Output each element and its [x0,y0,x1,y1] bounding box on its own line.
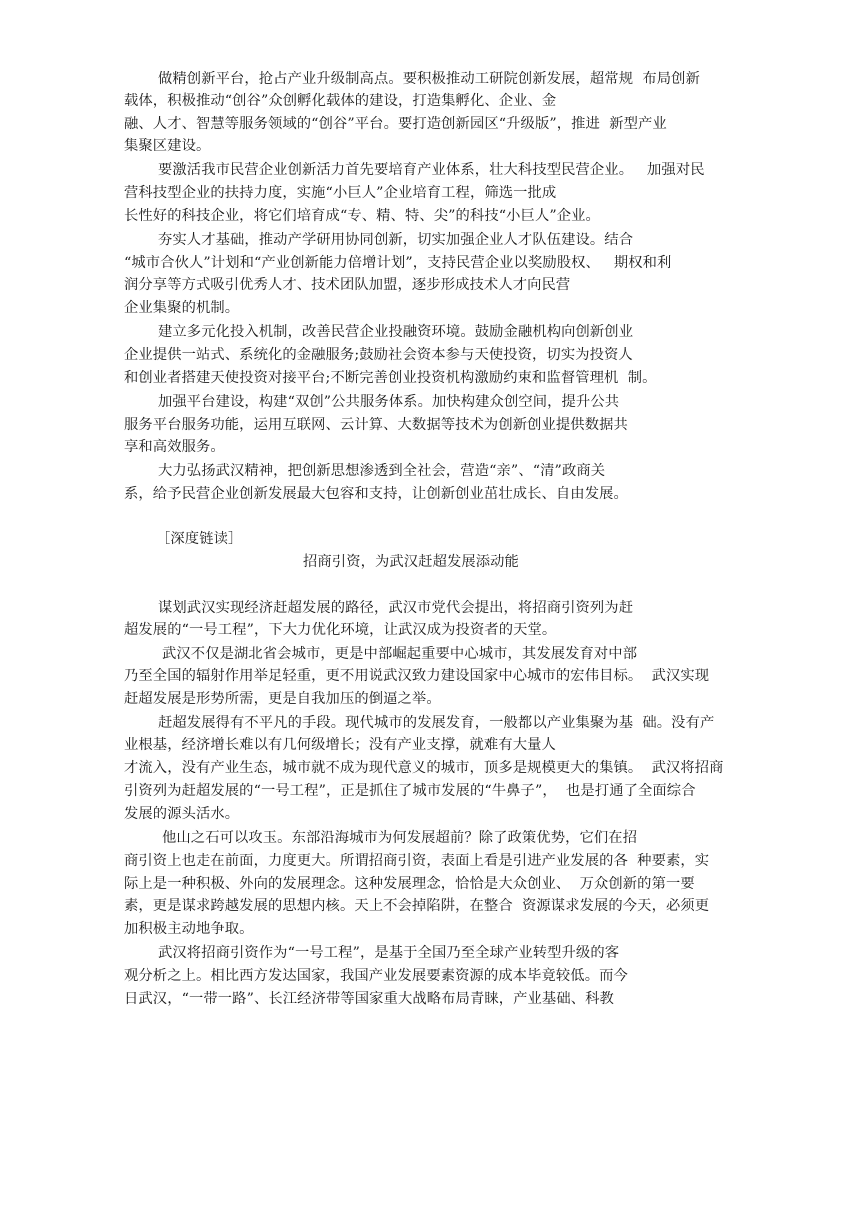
text-line: 超发展的“一号工程”，下大力优化环境，让武汉成为投资者的天堂。 [124,622,557,638]
text-line: 建立多元化投入机制，改善民营企业投融资环境。鼓励金融机构向创新创业 [158,324,634,340]
text-line: 观分析之上。相比西方发达国家，我国产业发展要素资源的成本毕竟较低。而今 [124,968,628,984]
text-line: 日武汉，“一带一路”、长江经济带等国家重大战略布局青睐，产业基础、科教 [124,991,614,1007]
text-line: 营科技型企业的扶持力度，实施“小巨人”企业培育工程，筛选一批成 [124,185,557,201]
text-line: 润分享等方式吸引优秀人才、技术团队加盟，逐步形成技术人才向民营 [124,277,571,293]
text-line: 长性好的科技企业，将它们培育成“专、精、特、尖”的科技“小巨人”企业。 [124,208,600,224]
text-line: 载体，积极推动“创谷”众创孵化载体的建设，打造集孵化、企业、金 [124,93,557,109]
text-line: 大力弘扬武汉精神，把创新思想渗透到全社会，营造“亲”、“清”政商关 [158,463,606,479]
text-line: 武汉将招商引资作为“一号工程”，是基于全国乃至全球产业转型升级的客 [158,945,620,961]
text-line: 做精创新平台，抢占产业升级制高点。要积极推动工研院创新发展，超常规 布局创新 [158,71,700,87]
text-line: 他山之石可以攻玉。东部沿海城市为何发展超前？除了政策优势，它们在招 [162,830,638,846]
section-title: 招商引资，为武汉赶超发展添动能 [303,554,519,570]
text-line: 和创业者搭建天使投资对接平台;不断完善创业投资机构激励约束和监督管理机 制。 [124,370,657,386]
text-line: 要激活我市民营企业创新活力首先要培育产业体系，壮大科技型民营企业。 加强对民 [158,162,705,178]
text-line: 商引资上也走在前面，力度更大。所谓招商引资，表面上看是引进产业发展的各 种要素，实 [124,853,710,869]
text-line: 际上是一种积极、外向的发展理念。这种发展理念，恰恰是大众创业、 万众创新的第一要 [124,876,695,892]
text-line: 才流入，没有产业生态，城市就不成为现代意义的城市，顶多是规模更大的集镇。 武汉将招商 [124,760,724,776]
text-line: 融、人才、智慧等服务领域的“创谷”平台。要打造创新园区“升级版”，推进 新型产业 [124,116,667,132]
text-line: 系，给予民营企业创新发展最大包容和支持，让创新创业茁壮成长、自由发展。 [124,486,628,502]
text-line: 发展的源头活水。 [124,806,240,822]
text-line: 企业提供一站式、系统化的金融服务;鼓励社会资本参与天使投资，切实为投资人 [124,347,633,363]
text-line: “城市合伙人”计划和“产业创新能力倍增计划”，支持民营企业以奖励股权、 期权和利 [124,255,672,271]
text-line: 夯实人才基础，推动产学研用协同创新，切实加强企业人才队伍建设。结合 [158,232,634,248]
text-line: 加积极主动地争取。 [124,921,254,937]
text-line: 引资列为赶超发展的“一号工程”，正是抓住了城市发展的“牛鼻子”， 也是打通了全面综合 [124,783,696,799]
section-label: ［深度链读］ [156,531,243,547]
text-line: 素，更是谋求跨越发展的思想内核。天上不会掉陷阱，在整合 资源谋求发展的今天，必须更 [124,898,710,914]
text-line: 武汉不仅是湖北省会城市，更是中部崛起重要中心城市，其发展发育对中部 [162,646,638,662]
text-line: 享和高效服务。 [124,439,225,455]
text-line: 谋划武汉实现经济赶超发展的路径，武汉市党代会提出，将招商引资列为赶 [158,600,634,616]
text-line: 集聚区建设。 [124,138,211,154]
text-line: 业根基，经济增长难以有几何级增长；没有产业支撑，就难有大量人 [124,737,556,753]
text-line: 服务平台服务功能，运用互联网、云计算、大数据等技术为创新创业提供数据共 [124,417,628,433]
text-line: 赶超发展得有不平凡的手段。现代城市的发展发育，一般都以产业集聚为基 础。没有产 [158,715,715,731]
text-line: 企业集聚的机制。 [124,300,240,316]
text-line: 乃至全国的辐射作用举足轻重，更不用说武汉致力建设国家中心城市的宏伟目标。 武汉实现 [124,668,710,684]
text-line: 加强平台建设，构建“双创”公共服务体系。加快构建众创空间，提升公共 [158,394,620,410]
text-line: 赶超发展是形势所需，更是自我加压的倒逼之举。 [124,691,441,707]
